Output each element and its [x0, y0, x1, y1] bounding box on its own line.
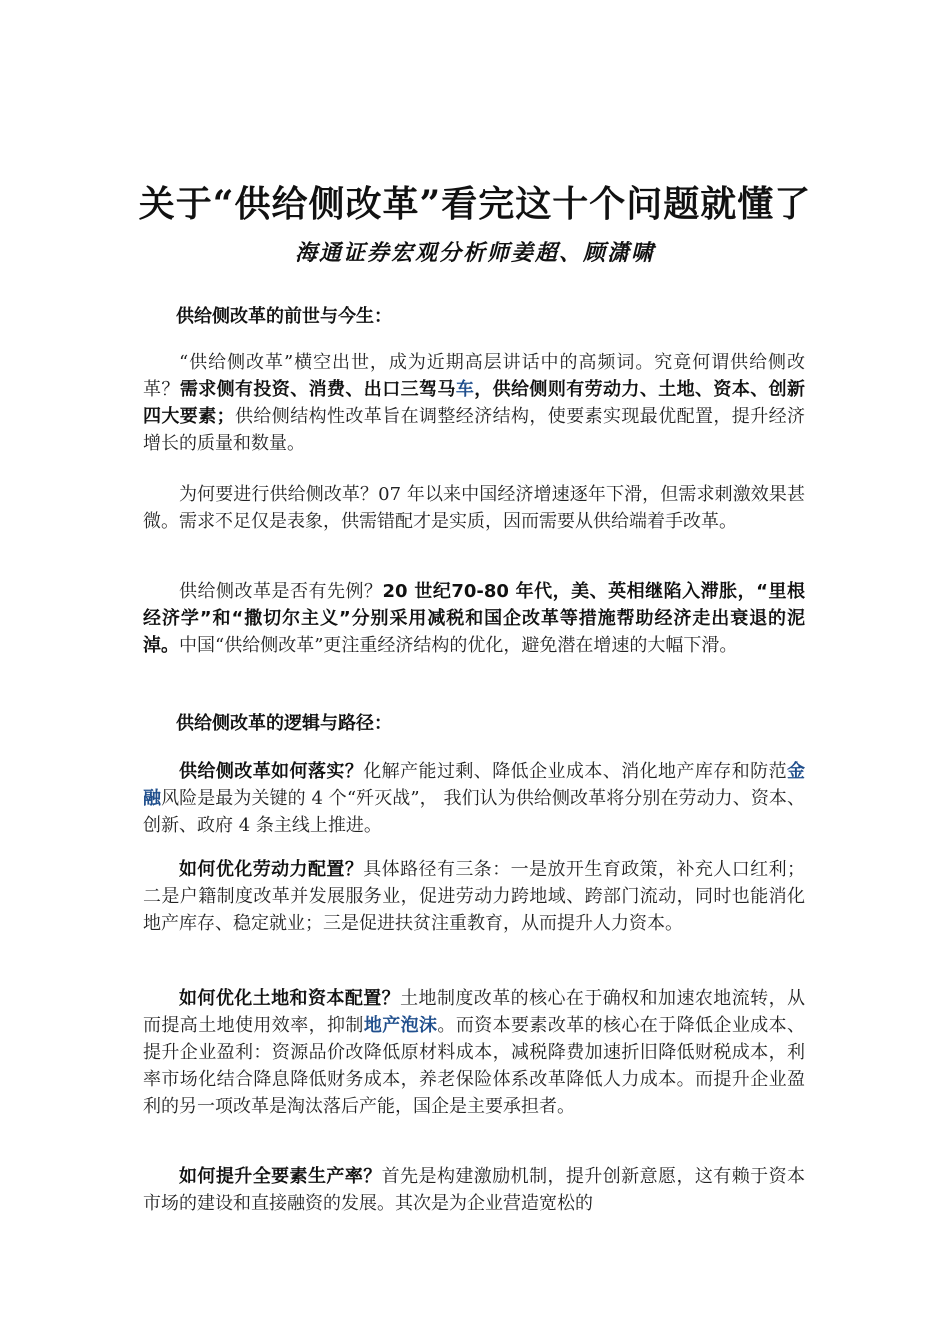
bold-text: 如何优化土地和资本配置？ [179, 988, 401, 1009]
bold-text: 需求侧有投资、消费、出口三驾马 [179, 379, 456, 400]
text-segment: “供给侧改革”横空出世，成为近期高层讲话中的高频词。究竟何谓供给侧改革？ [143, 352, 805, 400]
text-segment: 中国“供给侧改革”更注重经济结构的优化，避免潜在增速的大幅下滑。 [179, 635, 738, 656]
document-author: 海通证券宏观分析师姜超、顾潇啸 [294, 240, 655, 266]
bold-text: ，供给侧则有劳动力、土地、资本、创新四大要素； [143, 379, 806, 427]
paragraph [143, 856, 805, 937]
bold-text: 如何优化劳动力配置？ [179, 859, 364, 880]
section-heading: 供给侧改革的前世与今生： [176, 306, 392, 327]
bold-text: 供给侧改革如何落实？ [179, 761, 364, 782]
paragraph [143, 1163, 805, 1217]
section-heading: 供给侧改革的逻辑与路径： [176, 713, 392, 734]
keyword-link[interactable]: 金融 [143, 761, 806, 809]
paragraph [143, 578, 805, 659]
paragraph [143, 481, 805, 535]
text-segment: 土地制度改革的核心在于确权和加速农地流转，从而提高土地使用效率，抑制 [143, 988, 806, 1036]
paragraph [143, 349, 805, 457]
text-segment: 化解产能过剩、降低企业成本、消化地产库存和防范 [363, 761, 788, 782]
text-segment: 具体路径有三条：一是放开生育政策，补充人口红利；二是户籍制度改革并发展服务业，促进劳动力跨地域、跨部门流动，同时也能消化地产库存、稳定就业；三是促进扶贫注重教育，从而提升人力资本。 [143, 859, 806, 934]
text-segment: 。而资本要素改革的核心在于降低企业成本、提升企业盈利：资源品价改降低原材料成本，减税降费加速折旧降低财税成本，利率市场化结合降息降低财务成本，养老保险体系改革降低人力成本。而提升企业盈利的另一项改革是淘汰落后产能，国企是主要承担者。 [143, 1015, 806, 1117]
text-segment: 风险是最为关键的 4 个“歼灭战”， 我们认为供给侧改革将分别在劳动力、资本、创新、政府 4 条主线上推进。 [143, 788, 805, 836]
keyword-link[interactable]: 车 [455, 379, 475, 400]
keyword-link[interactable]: 地产泡沫 [363, 1015, 438, 1036]
document-title: 关于“供给侧改革”看完这十个问题就懂了 [138, 183, 812, 225]
bold-text: 20 世纪70-80 年代，美、英相继陷入滞胀，“里根经济学”和“撒切尔主义”分别采用减税和国企改革等措施帮助经济走出衰退的泥淖。 [143, 581, 806, 656]
text-segment: 首先是构建激励机制，提升创新意愿，这有赖于资本市场的建设和直接融资的发展。其次是为企业营造宽松的 [143, 1166, 806, 1214]
paragraph [143, 758, 805, 839]
text-segment: 为何要进行供给侧改革？07 年以来中国经济增速逐年下滑，但需求刺激效果甚微。需求不足仅是表象，供需错配才是实质，因而需要从供给端着手改革。 [143, 484, 805, 532]
text-segment: 供给侧改革是否有先例？ [179, 581, 383, 602]
text-segment: 供给侧结构性改革旨在调整经济结构，使要素实现最优配置，提升经济增长的质量和数量。 [143, 406, 806, 454]
bold-text: 如何提升全要素生产率？ [179, 1166, 382, 1187]
paragraph [143, 985, 805, 1120]
